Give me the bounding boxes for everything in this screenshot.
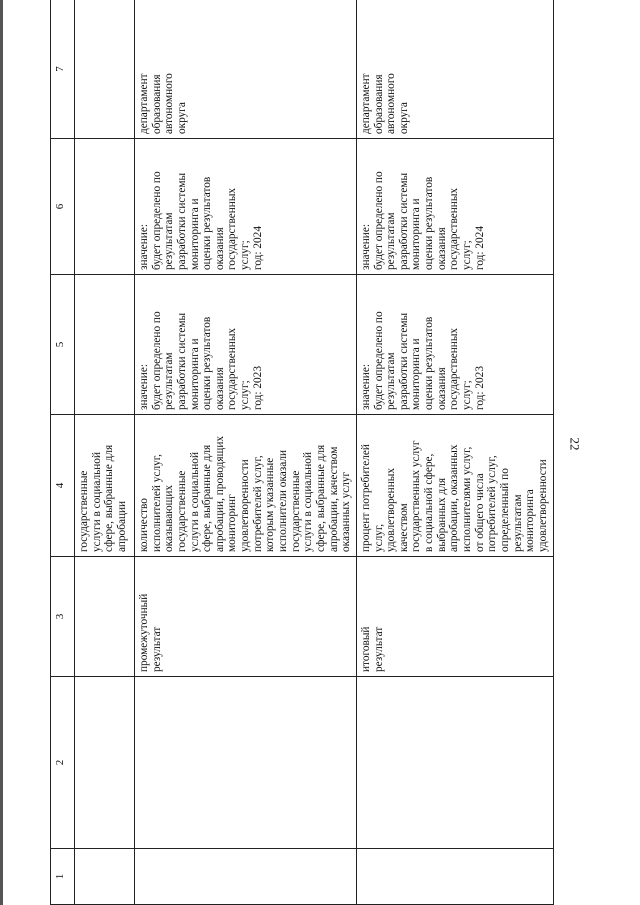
cell-responsible: департамент образования автономного округа xyxy=(135,0,357,139)
cell-value-2023: значение: будет определено по результатам разработки системы мониторинга и оценки результатов оказания государственных услуг; год: 2023 xyxy=(135,275,357,415)
rotated-table-container xyxy=(50,0,550,905)
table-row xyxy=(356,0,553,905)
column-number-row xyxy=(51,0,75,905)
col-number-3: 3 xyxy=(51,557,75,677)
cell-value-2024: значение: будет определено по результатам разработки системы мониторинга и оценки результатов оказания государственных услуг; год: 2024 xyxy=(135,139,357,275)
cell-indicator: процент потребителей услуг, удовлетворенных качеством государственных услуг в социальной сфере, выбранных для апробации, оказанных исполнителями услуг, от общего числа потребителей услуг, определенный по результатам мониторинга удовлетворенности xyxy=(356,415,553,557)
cell-responsible: департамент образования автономного округа xyxy=(356,0,553,139)
cell-indicator: государственные услуги в социальной сфере, выбранные для апробации xyxy=(75,415,135,557)
cell-result-type: итоговый результат xyxy=(356,557,553,677)
col-number-4: 4 xyxy=(51,415,75,557)
cell-value-2024 xyxy=(75,139,135,275)
cell-indicator: количество исполнителей услуг, оказывающих государственные услуги в социальной сфере, выбранные для апробации, проводящих мониторинг удовлетворенности потребителей услуг, которым указанные исполнители оказали государственные услуги в социальной сфере, выбранные для апробации, качеством оказанных услуг xyxy=(135,415,357,557)
col-number-1: 1 xyxy=(51,849,75,905)
cell-responsible xyxy=(75,0,135,139)
cell-number xyxy=(75,849,135,905)
cell-number xyxy=(135,849,357,905)
table-row xyxy=(135,0,357,905)
cell-result-type xyxy=(75,557,135,677)
cell-project xyxy=(75,677,135,849)
data-table xyxy=(50,0,554,905)
col-number-2: 2 xyxy=(51,677,75,849)
page-edge-shadow xyxy=(0,0,3,905)
cell-value-2023 xyxy=(75,275,135,415)
cell-result-type: промежуточный результат xyxy=(135,557,357,677)
cell-number xyxy=(356,849,553,905)
col-number-6: 6 xyxy=(51,139,75,275)
page-number: 22 xyxy=(567,437,583,451)
cell-project xyxy=(135,677,357,849)
cell-value-2024: значение: будет определено по результатам разработки системы мониторинга и оценки результатов оказания государственных услуг; год: 2024 xyxy=(356,139,553,275)
cell-project xyxy=(356,677,553,849)
cell-value-2023: значение: будет определено по результатам разработки системы мониторинга и оценки результатов оказания государственных услуг; год: 2023 xyxy=(356,275,553,415)
col-number-7: 7 xyxy=(51,0,75,139)
col-number-5: 5 xyxy=(51,275,75,415)
table-row xyxy=(75,0,135,905)
